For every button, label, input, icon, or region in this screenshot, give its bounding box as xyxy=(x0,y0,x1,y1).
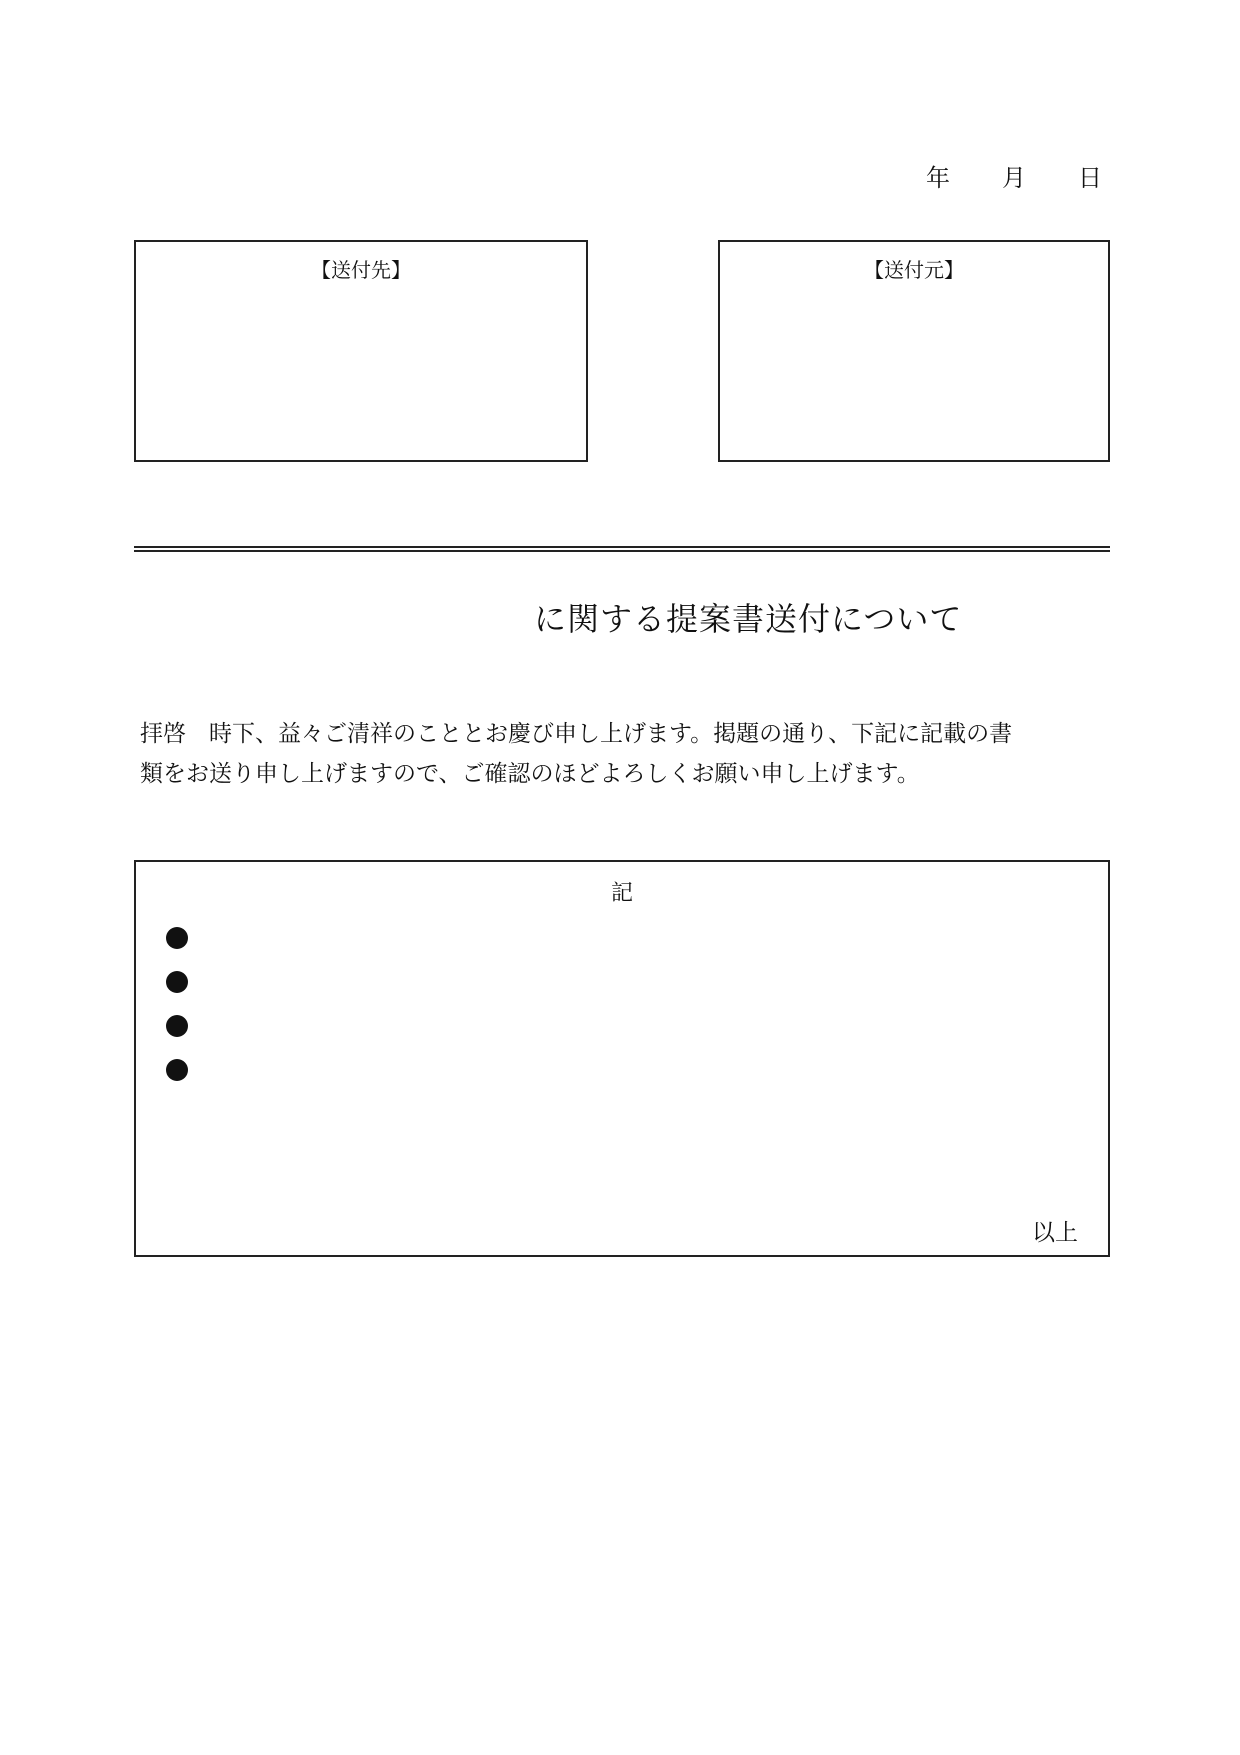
date-line xyxy=(874,158,1102,193)
closing-text: 以上 xyxy=(1032,1220,1078,1246)
double-divider xyxy=(134,546,1110,552)
body-line-2: 類をお送り申し上げますので、ご確認のほどよろしくお願い申し上げます。 xyxy=(140,761,920,787)
bullet-list xyxy=(166,916,188,1092)
body-line-1: 拝啓 時下、益々ご清祥のこととお慶び申し上げます。掲題の通り、下記に記載の書 xyxy=(140,721,1013,747)
body-paragraph xyxy=(140,714,1110,794)
recipient-label: 【送付先】 xyxy=(311,258,411,282)
list-item xyxy=(166,1048,188,1092)
bullet-icon xyxy=(166,971,188,993)
list-item xyxy=(166,916,188,960)
list-item xyxy=(166,1004,188,1048)
subject-title: に関する提案書送付について xyxy=(534,600,963,638)
bullet-icon xyxy=(166,1059,188,1081)
date-year: 年 xyxy=(926,164,950,192)
notes-box xyxy=(134,860,1110,1257)
sender-box xyxy=(718,240,1110,462)
bullet-icon xyxy=(166,927,188,949)
recipient-box xyxy=(134,240,588,462)
date-day: 日 xyxy=(1078,164,1102,192)
notes-heading: 記 xyxy=(610,881,633,906)
sender-label: 【送付元】 xyxy=(864,258,964,282)
date-month: 月 xyxy=(1002,164,1026,192)
bullet-icon xyxy=(166,1015,188,1037)
list-item xyxy=(166,960,188,1004)
